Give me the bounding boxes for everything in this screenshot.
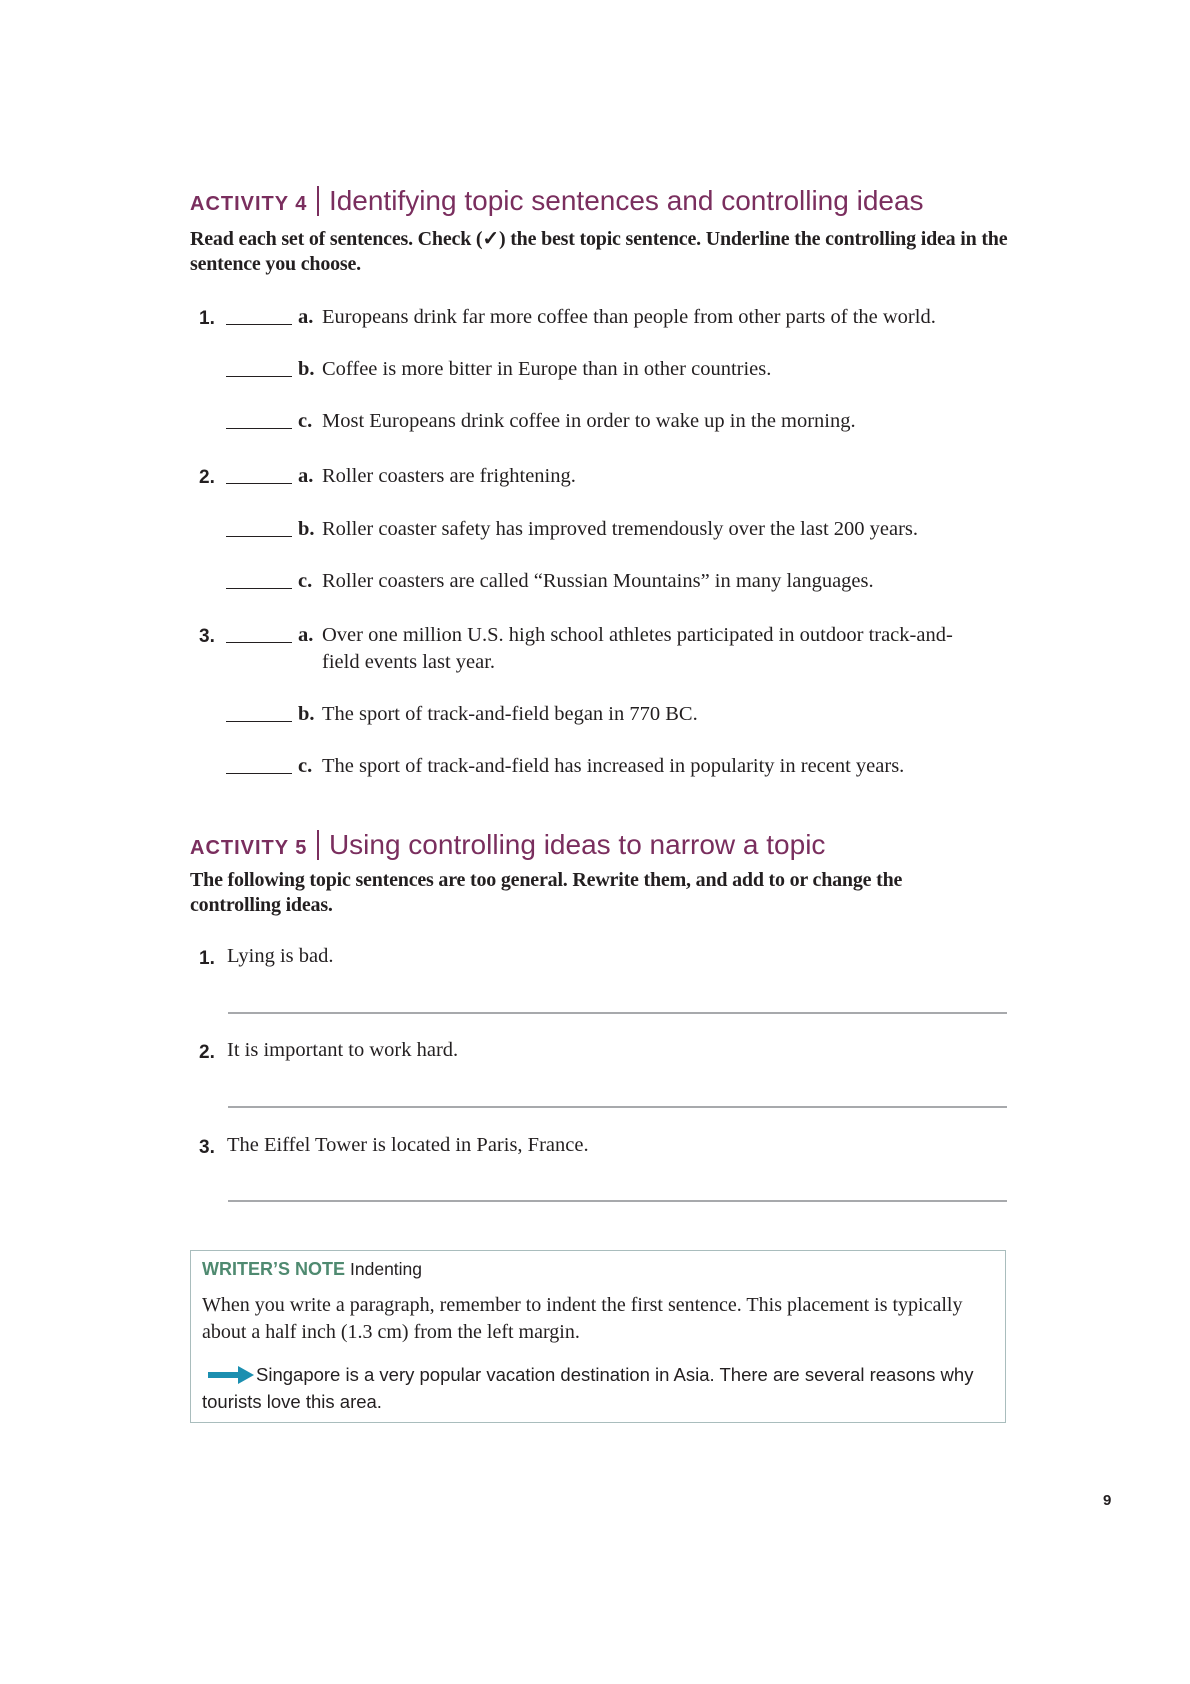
option [298, 568, 998, 595]
answer-line[interactable] [228, 1106, 1007, 1108]
option [298, 304, 998, 331]
option-letter: a. [298, 624, 314, 646]
option-text: Roller coasters are called “Russian Mountains” in many languages. [322, 570, 874, 592]
item-number: 3. [199, 1137, 215, 1158]
writers-note-example [202, 1361, 992, 1415]
option-letter: a. [298, 306, 314, 328]
option [298, 408, 998, 435]
option [298, 463, 998, 490]
item-number: 1. [199, 948, 215, 969]
option-text: Coffee is more bitter in Europe than in other countries. [322, 358, 772, 380]
topic-sentence: It is important to work hard. [227, 1039, 459, 1061]
activity-4-label: ACTIVITY 4 [190, 193, 308, 215]
option-letter: b. [298, 358, 315, 380]
option [298, 356, 998, 383]
option [298, 753, 998, 780]
topic-sentence: Lying is bad. [227, 945, 334, 967]
option-text: Europeans drink far more coffee than people from other parts of the world. [322, 306, 936, 328]
option [298, 516, 998, 543]
check-blank[interactable] [226, 428, 292, 429]
page-number: 9 [1103, 1492, 1112, 1509]
option-letter: c. [298, 410, 313, 432]
example-text: Singapore is a very popular vacation destination in Asia. There are several reasons why tourists love this area. [202, 1364, 974, 1412]
option-text: Most Europeans drink coffee in order to wake up in the morning. [322, 410, 856, 432]
answer-line[interactable] [228, 1012, 1007, 1014]
activity-5-title: Using controlling ideas to narrow a topic [328, 829, 826, 860]
activity-5-instructions: The following topic sentences are too general. Rewrite them, and add to or change the controlling ideas. [190, 869, 903, 916]
heading-divider [317, 830, 319, 860]
option-letter: b. [298, 518, 315, 540]
activity-4-heading [190, 180, 924, 217]
item-number: 3. [199, 626, 215, 647]
option-text-continued: field events last year. [322, 651, 496, 673]
option-letter: c. [298, 570, 313, 592]
activity-5-label: ACTIVITY 5 [190, 837, 308, 859]
activity-4-title: Identifying topic sentences and controlling ideas [328, 185, 924, 216]
activity-4-instructions: Read each set of sentences. Check (✓) the best topic sentence. Underline the controlling idea in the sentence you choose. [190, 228, 1008, 275]
check-blank[interactable] [226, 483, 292, 484]
answer-line[interactable] [228, 1200, 1007, 1202]
writers-note-label: WRITER’S NOTE [202, 1259, 345, 1279]
option [298, 701, 998, 728]
option-text: Roller coaster safety has improved tremendously over the last 200 years. [322, 518, 919, 540]
check-blank[interactable] [226, 773, 292, 774]
item-number: 2. [199, 467, 215, 488]
check-blank[interactable] [226, 642, 292, 643]
topic-sentence: The Eiffel Tower is located in Paris, France. [227, 1134, 589, 1156]
check-blank[interactable] [226, 324, 292, 325]
option-letter: c. [298, 755, 313, 777]
option-text: The sport of track-and-field has increased in popularity in recent years. [322, 755, 905, 777]
option-text: Roller coasters are frightening. [322, 465, 576, 487]
item-number: 2. [199, 1042, 215, 1063]
option-text: The sport of track-and-field began in 770 BC. [322, 703, 698, 725]
check-blank[interactable] [226, 588, 292, 589]
check-blank[interactable] [226, 376, 292, 377]
option [298, 622, 998, 676]
option-letter: b. [298, 703, 315, 725]
heading-divider [317, 186, 319, 216]
option-letter: a. [298, 465, 314, 487]
right-arrow-icon [208, 1365, 254, 1385]
check-blank[interactable] [226, 721, 292, 722]
writers-note-body: When you write a paragraph, remember to indent the first sentence. This placement is typically about a half inch (1.3 cm) from the left margin. [202, 1294, 963, 1343]
activity-5-heading [190, 824, 825, 861]
option-text: Over one million U.S. high school athletes participated in outdoor track-and- [322, 624, 953, 646]
writers-note-heading [202, 1259, 422, 1280]
check-blank[interactable] [226, 536, 292, 537]
item-number: 1. [199, 308, 215, 329]
writers-note-subheading: Indenting [350, 1259, 423, 1279]
writers-note-box [190, 1250, 1006, 1423]
